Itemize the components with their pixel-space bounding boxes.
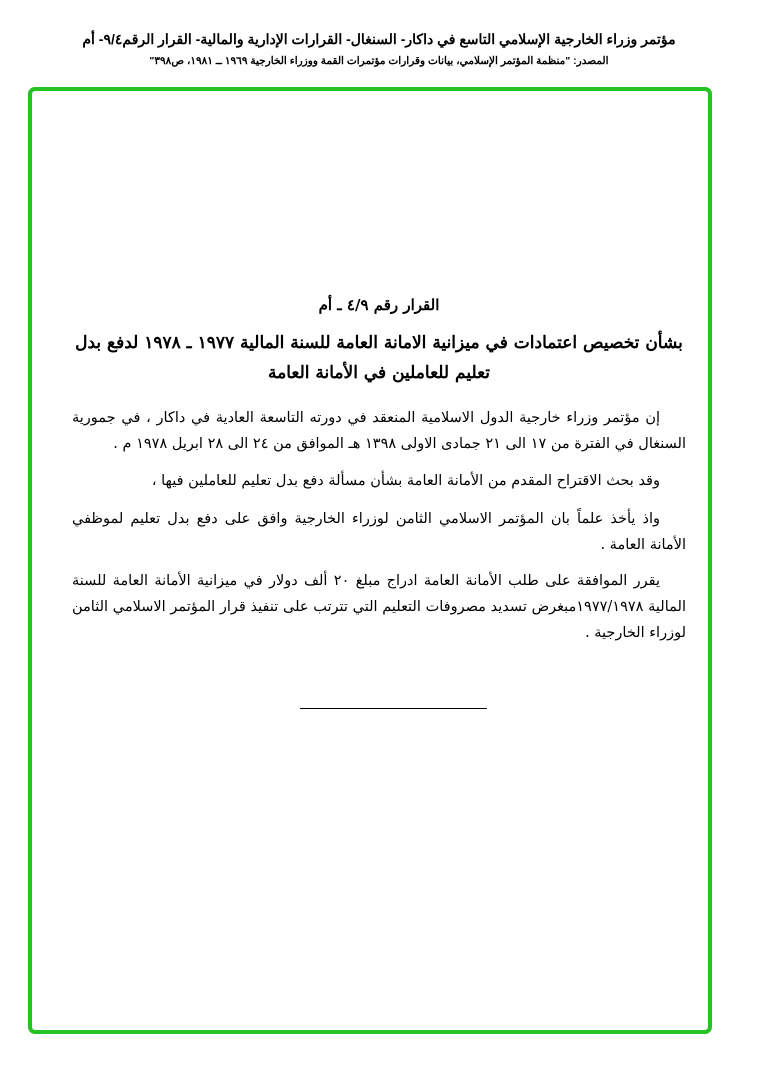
paragraph-considered: وقد بحث الاقتراح المقدم من الأمانة العامة بشأن مسألة دفع بدل تعليم للعاملين فيها ، — [151, 473, 660, 489]
paragraph-preamble: إن مؤتمر وزراء خارجية الدول الاسلامية المنعقد في دورته التاسعة العادية في داكار ، في جمورية السنغال في الفترة من ١٧ الى ٢١ جمادى الاولى ١٣٩٨ هـ الموافق من ٢٤ الى ٢٨ ابريل ١٩٧٨ م . — [72, 410, 686, 452]
resolution-number: القرار رقم ٤/٩ ـ أم — [318, 296, 440, 314]
paragraph-decision: يقرر الموافقة على طلب الأمانة العامة ادراج مبلغ ٢٠ ألف دولار في ميزانية الأمانة العامة للسنة المالية ١٩٧٧/١٩٧٨مبغرض تسديد مصروفات التعليم التي تترتب على تنفيذ قرار المؤتمر الاسلامي الثامن لوزراء الخارجية . — [72, 573, 686, 641]
paragraph-noting: واذ يأخذ علماً بان المؤتمر الاسلامي الثامن لوزراء الخارجية وافق على دفع بدل تعليم لموظفي الأمانة العامة . — [72, 511, 686, 553]
page-frame — [28, 87, 712, 1034]
header-source: المصدر: "منظمة المؤتمر الإسلامي، بيانات وقرارات مؤتمرات القمة ووزراء الخارجية ١٩٦٩ ــ ١٩٨١، ص٣٩٨" — [149, 55, 609, 67]
resolution-subject: بشأن تخصيص اعتمادات في ميزانية الامانة العامة للسنة المالية ١٩٧٧ ـ ١٩٧٨ لدفع بدل تعليم للعاملين في الأمانة العامة — [75, 333, 683, 383]
header-title: مؤتمر وزراء الخارجية الإسلامي التاسع في داكار- السنغال- القرارات الإدارية والمالية- القرار الرقم٩/٤- أم — [82, 31, 676, 47]
end-divider — [300, 708, 487, 709]
